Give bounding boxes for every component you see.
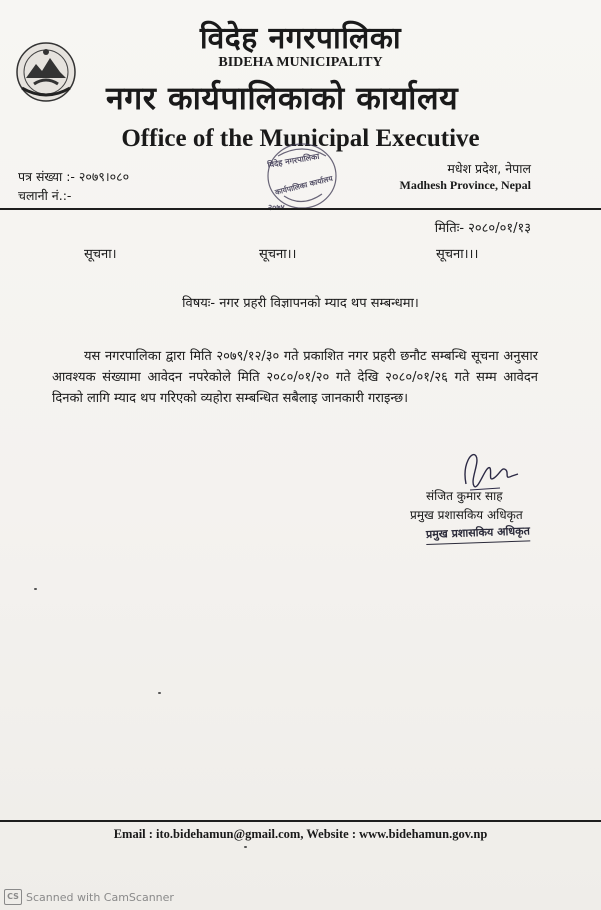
seal-line-2: कार्यपालिका कार्यालय xyxy=(274,173,334,197)
signatory-designation-stamp: प्रमुख प्रशासकिय अधिकृत xyxy=(426,521,531,545)
seal-line-1: विदेह नगरपालिका xyxy=(266,151,320,170)
notice-heading-2: सूचना।। xyxy=(259,247,297,262)
header-divider xyxy=(0,208,601,210)
notice-heading-3: सूचना।।। xyxy=(436,247,479,262)
footer-divider xyxy=(0,820,601,822)
footer-email: Email : ito.bidehamun@gmail.com xyxy=(113,827,301,841)
province-nepali: मधेश प्रदेश, नेपाल xyxy=(447,161,531,176)
signatory-block xyxy=(410,487,530,545)
province-block xyxy=(400,160,531,194)
footer-website: Website : www.bidehamun.gov.np xyxy=(306,827,488,841)
letter-date: मितिः- २०८०/०१/१३ xyxy=(434,221,531,236)
dispatch-number: चलानी नं.:- xyxy=(18,188,72,203)
signatory-title: प्रमुख प्रशासकिय अधिकृत xyxy=(410,508,523,522)
letter-subject: विषयः- नगर प्रहरी विज्ञापनको म्याद थप सम्बन्धमा। xyxy=(182,296,419,311)
footer-contact xyxy=(0,827,601,842)
watermark-text: Scanned with CamScanner xyxy=(26,890,174,904)
scan-speck xyxy=(244,846,247,848)
footer-separator: , xyxy=(300,827,304,841)
scan-speck xyxy=(158,692,161,694)
municipality-name-nepali: विदेह नगरपालिका xyxy=(199,21,402,56)
scan-speck xyxy=(34,588,37,590)
letter-number: पत्र संख्या :- २०७९।०८० xyxy=(18,169,130,184)
letter-body: यस नगरपालिका द्वारा मिति २०७९/१२/३० गते प्रकाशित नगर प्रहरी छनौट सम्बन्धि सूचना अनुसार आवश्यक संख्यामा आवेदन नपरेकोले मिति २०८०/०१/२० गते देखि २०८०/०१/२६ गते सम्म आवेदन दिनको लागि म्याद थप गरिएको व्यहोरा सम्बन्धित सबैलाइ जानकारी गराइन्छ। xyxy=(52,349,538,406)
camscanner-logo-icon: CS xyxy=(4,889,22,905)
municipality-name-english: BIDEHA MUNICIPALITY xyxy=(218,55,383,70)
notice-heading-1: सूचना। xyxy=(84,247,117,262)
office-title-english: Office of the Municipal Executive xyxy=(121,125,480,152)
reference-block xyxy=(18,167,129,205)
office-title-nepali: नगर कार्यपालिकाको कार्यालय xyxy=(106,79,459,117)
office-seal-stamp xyxy=(262,136,342,218)
province-english: Madhesh Province, Nepal xyxy=(399,178,531,192)
camscanner-watermark xyxy=(4,889,174,905)
signatory-name: संजित कुमार साह xyxy=(426,489,503,503)
